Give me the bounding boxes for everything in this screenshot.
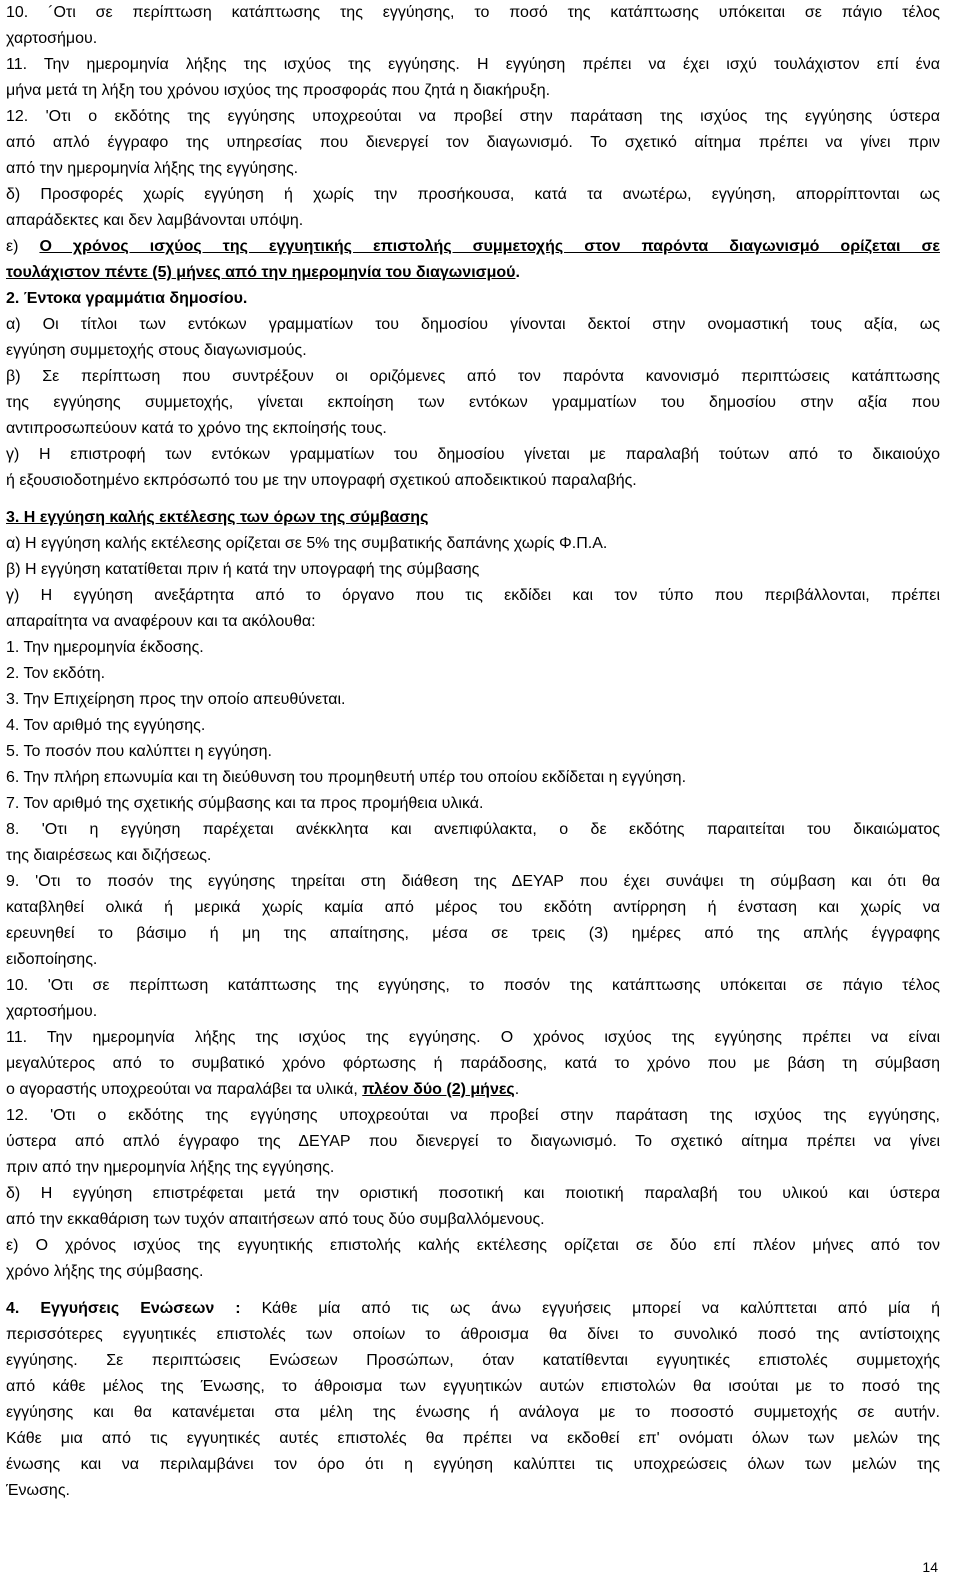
text-span: 4. Τον αριθμό της εγγύησης. bbox=[6, 717, 206, 734]
text-span: από την ημερομηνία λήξης της εγγύησης. bbox=[6, 160, 299, 177]
text-line bbox=[6, 1207, 940, 1232]
text-line bbox=[6, 364, 940, 389]
text-span: . bbox=[514, 1081, 520, 1098]
text-span: από κάθε μέλος της Ένωσης, το άθροισμα των εγγυητικών αυτών επιστολών θα ισούται με το ποσό της bbox=[6, 1378, 940, 1395]
text-span: χαρτοσήμου. bbox=[6, 30, 98, 47]
text-span: 10. ´Οτι σε περίπτωση κατάπτωσης της εγγύησης, το ποσό της κατάπτωσης υπόκειται σε πάγιο τέλος bbox=[6, 4, 940, 21]
text-line bbox=[6, 739, 940, 764]
text-line bbox=[6, 1181, 940, 1206]
text-span: 4. Εγγυήσεις Ενώσεων : bbox=[6, 1300, 241, 1317]
text-line bbox=[6, 531, 940, 556]
text-span: 8. 'Οτι η εγγύηση παρέχεται ανέκκλητα και ανεπιφύλακτα, ο δε εκδότης παραιτείται του δικαιώματος bbox=[6, 821, 940, 838]
text-span: αντιπροσωπεύουν κατά το χρόνο της εκποίησής τους. bbox=[6, 420, 387, 437]
text-span: ο αγοραστής υποχρεούται να παραλάβει τα υλικά, bbox=[6, 1081, 363, 1098]
text-line bbox=[6, 130, 940, 155]
text-span: Ο χρόνος ισχύος της εγγυητικής επιστολής συμμετοχής στον παρόντα διαγωνισμό ορίζεται σε bbox=[39, 238, 940, 255]
text-span: Ένωσης. bbox=[6, 1482, 70, 1499]
text-line bbox=[6, 687, 940, 712]
text-span: εγγύησης και θα κατανέμεται στα μέλη της ένωσης ή ανάλογα με το ποσοστό συμμετοχής σε αυτήν. bbox=[6, 1404, 940, 1421]
text-span: 9. 'Οτι το ποσόν της εγγύησης τηρείται στη διάθεση της ΔΕΥΑΡ που έχει συνάψει τη σύμβαση και ότι θα bbox=[6, 873, 940, 890]
text-span: γ) Η επιστροφή των εντόκων γραμματίων του δημοσίου γίνεται με παραλαβή τούτων από το δικαιούχο bbox=[6, 446, 940, 463]
text-line bbox=[6, 468, 940, 493]
text-span: 12. 'Οτι ο εκδότης της εγγύησης υποχρεούται να προβεί στην παράταση της ισχύος της εγγύησης, bbox=[6, 1107, 940, 1124]
text-span: από απλό έγγραφο της υπηρεσίας που διενεργεί τον διαγωνισμό. Το σχετικό αίτημα πρέπει να γίνει πριν bbox=[6, 134, 940, 151]
text-line bbox=[6, 286, 940, 311]
text-line bbox=[6, 442, 940, 467]
text-line bbox=[6, 713, 940, 738]
text-span: 3. Η εγγύηση καλής εκτέλεσης των όρων της σύμβασης bbox=[6, 509, 429, 526]
text-span: απαραίτητα να αναφέρουν και τα ακόλουθα: bbox=[6, 613, 316, 630]
text-span: απαράδεκτες και δεν λαμβάνονται υπόψη. bbox=[6, 212, 304, 229]
text-span: 5. Το ποσόν που καλύπτει η εγγύηση. bbox=[6, 743, 272, 760]
text-span: τουλάχιστον πέντε (5) μήνες από την ημερομηνία του διαγωνισμού bbox=[6, 264, 516, 281]
text-span: πλέον δύο (2) μήνες bbox=[362, 1081, 515, 1098]
text-line bbox=[6, 1025, 940, 1050]
text-line bbox=[6, 1051, 940, 1076]
text-span: περισσότερες εγγυητικές επιστολές των οποίων το άθροισμα θα δίνει το συνολικό ποσό της αντίστοιχης bbox=[6, 1326, 940, 1343]
text-span: Κάθε μια από τις εγγυητικές αυτές επιστολές θα πρέπει να εκδοθεί επ' ονόματι όλων των μελών της bbox=[6, 1430, 940, 1447]
text-line bbox=[6, 416, 940, 441]
text-span: καταβληθεί ολικά ή μερικά χωρίς καμία από μέρος του εκδότη αντίρρηση ή ένσταση και χωρίς να bbox=[6, 899, 940, 916]
text-line bbox=[6, 791, 940, 816]
text-line bbox=[6, 947, 940, 972]
text-line bbox=[6, 843, 940, 868]
text-line bbox=[6, 1296, 940, 1321]
text-line bbox=[6, 234, 940, 259]
text-line bbox=[6, 1259, 940, 1284]
text-line bbox=[6, 26, 940, 51]
text-line bbox=[6, 1233, 940, 1258]
text-span: δ) Προσφορές χωρίς εγγύηση ή χωρίς την προσήκουσα, κατά τα ανωτέρω, εγγύηση, απορρίπτονται ως bbox=[6, 186, 940, 203]
text-span: 3. Την Επιχείρηση προς την οποίο απευθύνεται. bbox=[6, 691, 346, 708]
text-span: γ) Η εγγύηση ανεξάρτητα από το όργανο που τις εκδίδει και τον τύπο που περιβάλλονται, πρέπει bbox=[6, 587, 940, 604]
text-span: α) Η εγγύηση καλής εκτέλεσης ορίζεται σε 5% της συμβατικής δαπάνης χωρίς Φ.Π.Α. bbox=[6, 535, 608, 552]
text-span: μήνα μετά τη λήξη του χρόνου ισχύος της προσφοράς που ζητά η διακήρυξη. bbox=[6, 82, 551, 99]
text-span: εγγύηση συμμετοχής στους διαγωνισμούς. bbox=[6, 342, 307, 359]
text-span: ύστερα από απλό έγγραφο της ΔΕΥΑΡ που διενεργεί το διαγωνισμό. Το σχετικό αίτημα πρέπει να γίνει bbox=[6, 1133, 940, 1150]
text-line bbox=[6, 208, 940, 233]
text-line bbox=[6, 1155, 940, 1180]
text-span: Κάθε μία από τις ως άνω εγγυήσεις μπορεί να καλύπτεται από μία ή bbox=[240, 1300, 940, 1317]
text-span: ειδοποίησης. bbox=[6, 951, 98, 968]
text-line bbox=[6, 312, 940, 337]
text-line bbox=[6, 609, 940, 634]
text-line bbox=[6, 583, 940, 608]
text-span: 11. Την ημερομηνία λήξης της ισχύος της εγγύησης. Ο χρόνος ισχύος της εγγύησης πρέπει να είναι bbox=[6, 1029, 940, 1046]
text-line bbox=[6, 1077, 940, 1102]
text-span: 11. Την ημερομηνία λήξης της ισχύος της εγγύησης. Η εγγύηση πρέπει να έχει ισχύ τουλάχιστον επί ένα bbox=[6, 56, 940, 73]
text-span: 2. Έντοκα γραμμάτια δημοσίου. bbox=[6, 290, 248, 307]
text-span: δ) Η εγγύηση επιστρέφεται μετά την οριστική ποσοτική και ποιοτική παραλαβή του υλικού και ύστερα bbox=[6, 1185, 940, 1202]
text-line bbox=[6, 1426, 940, 1451]
text-line bbox=[6, 156, 940, 181]
text-line bbox=[6, 921, 940, 946]
text-span: ένωσης και να περιλαμβάνει τον όρο ότι η εγγύηση καλύπτει τις υποχρεώσεις όλων των μελών της bbox=[6, 1456, 940, 1473]
text-line bbox=[6, 1348, 940, 1373]
text-line bbox=[6, 1129, 940, 1154]
text-span: χαρτοσήμου. bbox=[6, 1003, 98, 1020]
text-span: 2. Τον εκδότη. bbox=[6, 665, 106, 682]
text-line bbox=[6, 999, 940, 1024]
text-span: ε) Ο χρόνος ισχύος της εγγυητικής επιστολής καλής εκτέλεσης ορίζεται σε δύο επί πλέον μήνες από τον bbox=[6, 1237, 940, 1254]
text-span: εγγύησης. Σε περιπτώσεις Ενώσεων Προσώπων, όταν κατατίθενται εγγυητικές επιστολές συμμετοχής bbox=[6, 1352, 940, 1369]
text-line bbox=[6, 895, 940, 920]
text-span: χρόνο λήξης της σύμβασης. bbox=[6, 1263, 204, 1280]
text-span: της εγγύησης συμμετοχής, γίνεται εκποίηση των εντόκων γραμματίων του δημοσίου στην αξία που bbox=[6, 394, 940, 411]
text-line bbox=[6, 0, 940, 25]
text-line bbox=[6, 78, 940, 103]
text-line bbox=[6, 505, 940, 530]
text-line bbox=[6, 182, 940, 207]
text-span: β) Σε περίπτωση που συντρέξουν οι οριζόμενες από τον παρόντα κανονισμό περιπτώσεις κατάπτωσης bbox=[6, 368, 940, 385]
text-line bbox=[6, 1478, 940, 1503]
text-line bbox=[6, 390, 940, 415]
text-line bbox=[6, 869, 940, 894]
text-span: από την εκκαθάριση των τυχόν απαιτήσεων από τους δύο συμβαλλόμενους. bbox=[6, 1211, 545, 1228]
text-span: 10. 'Οτι σε περίπτωση κατάπτωσης της εγγύησης, το ποσόν της κατάπτωσης υπόκειται σε πάγιο τέλος bbox=[6, 977, 940, 994]
text-span: πριν από την ημερομηνία λήξης της εγγύησης. bbox=[6, 1159, 335, 1176]
text-line bbox=[6, 1452, 940, 1477]
text-line bbox=[6, 1374, 940, 1399]
text-line bbox=[6, 765, 940, 790]
text-line bbox=[6, 1400, 940, 1425]
text-span: α) Οι τίτλοι των εντόκων γραμματίων του δημοσίου γίνονται δεκτοί στην ονομαστική τους αξία, ως bbox=[6, 316, 940, 333]
text-line bbox=[6, 817, 940, 842]
text-span: 1. Την ημερομηνία έκδοσης. bbox=[6, 639, 204, 656]
text-line bbox=[6, 635, 940, 660]
text-span: ή εξουσιοδοτημένο εκπρόσωπό του με την υπογραφή σχετικού αποδεικτικού παραλαβής. bbox=[6, 472, 637, 489]
text-span: ε) bbox=[6, 238, 40, 255]
text-line bbox=[6, 973, 940, 998]
text-line bbox=[6, 1103, 940, 1128]
text-line bbox=[6, 338, 940, 363]
text-line bbox=[6, 661, 940, 686]
text-span: β) Η εγγύηση κατατίθεται πριν ή κατά την υπογραφή της σύμβασης bbox=[6, 561, 480, 578]
text-line bbox=[6, 557, 940, 582]
text-span: ερευνηθεί το βάσιμο ή μη της απαίτησης, μέσα σε τρεις (3) ημέρες από της απλής έγγραφης bbox=[6, 925, 940, 942]
text-line bbox=[6, 1322, 940, 1347]
page-number: 14 bbox=[922, 1559, 938, 1575]
text-span: 7. Τον αριθμό της σχετικής σύμβασης και τα προς προμήθεια υλικά. bbox=[6, 795, 484, 812]
text-line bbox=[6, 260, 940, 285]
text-span: 12. 'Οτι ο εκδότης της εγγύησης υποχρεούται να προβεί στην παράταση της ισχύος της εγγύησης ύστερα bbox=[6, 108, 940, 125]
text-span: της διαιρέσεως και διζήσεως. bbox=[6, 847, 212, 864]
text-span: 6. Την πλήρη επωνυμία και τη διεύθυνση του προμηθευτή υπέρ του οποίου εκδίδεται η εγγύηση. bbox=[6, 769, 687, 786]
text-line bbox=[6, 104, 940, 129]
text-line bbox=[6, 52, 940, 77]
text-span: μεγαλύτερος από το συμβατικό χρόνο φόρτωσης ή παράδοσης, κατά το χρόνο που με βάση τη σύμβαση bbox=[6, 1055, 940, 1072]
text-span: . bbox=[515, 264, 520, 281]
